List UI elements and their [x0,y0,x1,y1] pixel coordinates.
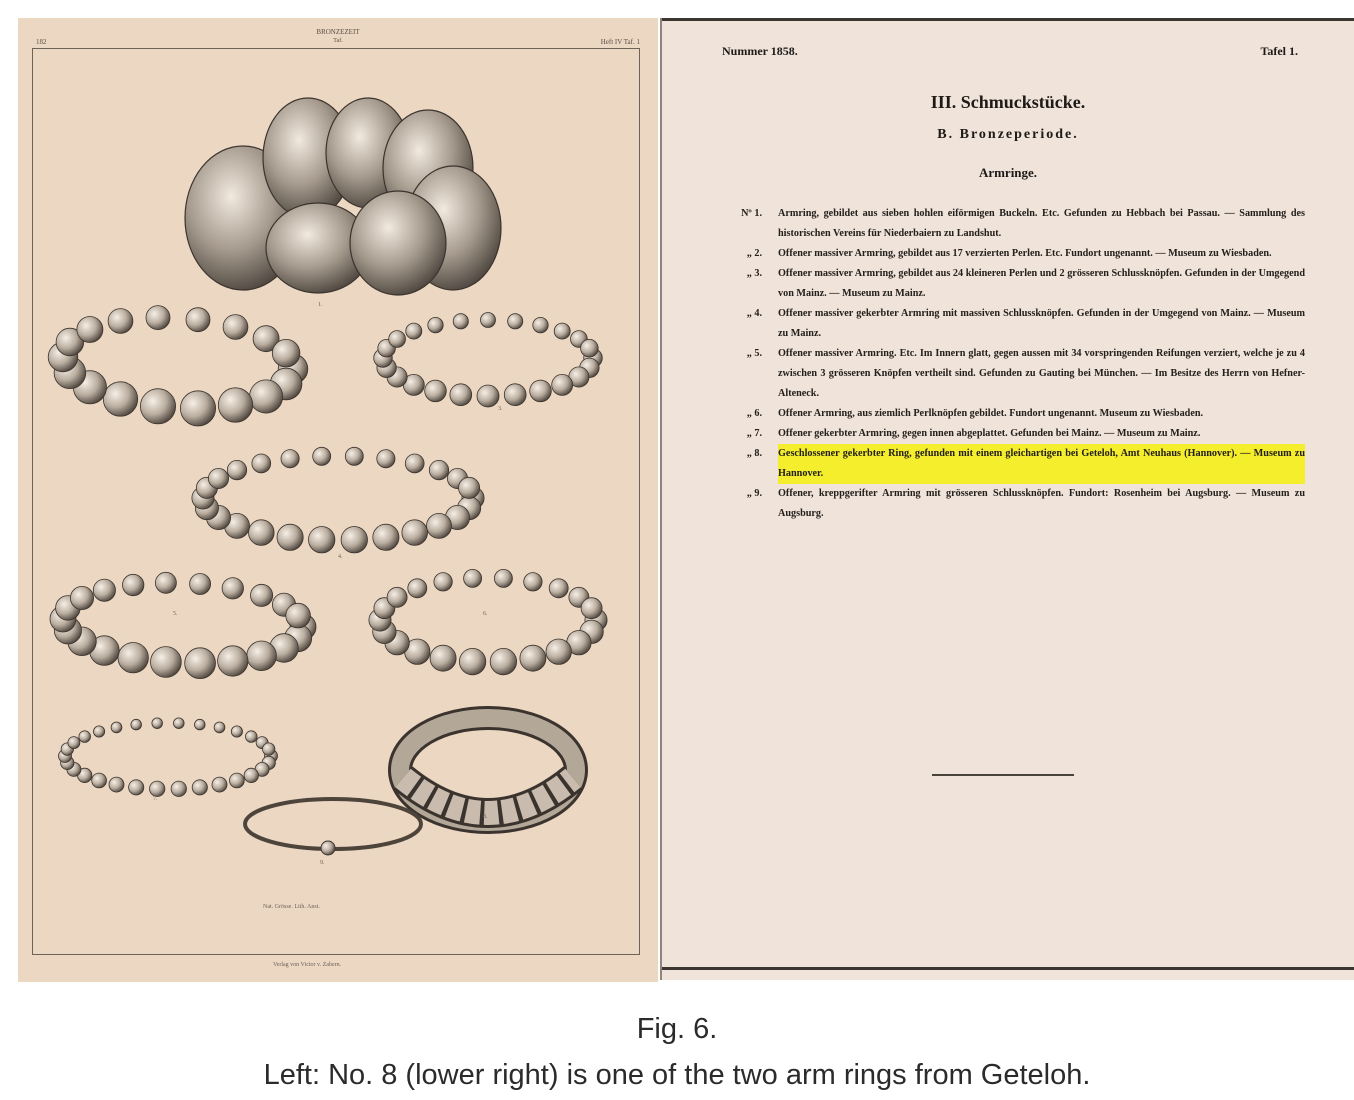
catalogue-entry [720,304,1305,344]
plate-mark-1: 1. [318,302,323,308]
left-plate-page [18,18,658,982]
plate-mark-3: 3. [498,406,503,412]
figure-caption [0,1006,1354,1098]
entry-number: „ 5. [746,348,762,359]
top-rule [662,18,1354,21]
bottom-rule [662,967,1354,970]
plate-mark-9: 9. [320,860,325,866]
section-title: III. Schmuckstücke. [930,92,1086,112]
entry-number: „ 2. [746,248,762,259]
entry-number: „ 4. [746,308,762,319]
plate-footer: Verlag von Victor v. Zabern. [273,962,342,968]
catalogue-entries [720,204,1305,524]
arm-ring-9-drawing [245,799,421,855]
entry-number: „ 9. [746,488,762,499]
entry-text: Offener, kreppgerifter Armring mit grösseren Schlussknöpfen. Fundort: Rosenheim bei Augsburg. — Museum zu Augsburg. [778,488,1305,519]
caption-text: Left: No. 8 (lower right) is one of the two arm rings from Geteloh. [263,1059,1091,1091]
right-catalogue-page [660,18,1354,980]
subsection-title: B. Bronzeperiode. [937,127,1079,142]
highlighted-entry-geteloh [720,444,1305,484]
plate-mark-6: 6. [483,611,488,617]
plate-mark-5: 5. [173,611,178,617]
entry-number: Nº 1. [741,208,762,219]
arm-ring-2-drawing [48,306,308,426]
entry-text: Offener gekerbter Armring, gegen innen abgeplattet. Gefunden bei Mainz. — Museum zu Mainz. [778,428,1201,439]
entry-text-highlighted: Geschlossener gekerbter Ring, gefunden mit einem gleichartigen bei Geteloh, Amt Neuhaus (Hannover). — Museum zu Hannover. [778,444,1305,484]
plate-bottom-note: Nat. Grösse. Lith. Anst. [263,904,320,910]
catalogue-entry [720,204,1305,244]
plate-header-center: BRONZEZEIT [316,28,360,36]
plate-header-center-sub: Taf. [333,38,343,44]
entry-text: Offener massiver gekerbter Armring mit massiven Schlussknöpfen. Gefunden in der Umgegend von Mainz. — Museum zu Mainz. [778,308,1305,339]
catalogue-entry [720,244,1305,264]
arm-ring-1-drawing [185,98,501,295]
page-header-left: Nummer 1858. [722,44,798,58]
entry-text: Armring, gebildet aus sieben hohlen eiförmigen Buckeln. Etc. Gefunden zu Hebbach bei Passau. — Sammlung des historischen Vereins für Niederbaiern zu Landshut. [778,208,1305,239]
entry-number: „ 8. [746,448,762,459]
entry-text: Offener massiver Armring, gebildet aus 17 verzierten Perlen. Etc. Fundort ungenannt. — Museum zu Wiesbaden. [778,248,1272,259]
arm-ring-7-drawing [59,718,278,797]
plate-mark-7: 7. [153,796,158,802]
arm-ring-8-drawing [400,718,576,822]
catalogue-entry [720,264,1305,304]
catalogue-entry [720,404,1305,424]
arm-ring-3-drawing [374,313,603,408]
catalogue-entry [720,344,1305,404]
entry-number: „ 6. [746,408,762,419]
arm-ring-5-drawing [50,572,316,678]
plate-mark-4: 4. [338,554,343,560]
end-rule [932,774,1074,776]
category-title: Armringe. [978,165,1038,180]
plate-mark-2: 2. [168,414,173,420]
arm-ring-illustrations [18,18,658,982]
plate-header-left: 182 [36,38,47,46]
arm-ring-4-drawing [192,447,484,553]
catalogue-entry [720,424,1305,444]
caption-figure-number: Fig. 6. [636,1013,718,1045]
entry-text: Offener massiver Armring, gebildet aus 24 kleineren Perlen und 2 grösseren Schlussknöpfen. Gefunden in der Umgegend von Mainz. — Museum zu Mainz. [778,268,1305,299]
catalogue-entry [720,484,1305,524]
page-header-right: Tafel 1. [1260,44,1298,58]
entry-text: Offener massiver Armring. Etc. Im Innern glatt, gegen aussen mit 34 vorspringenden Reifungen verziert, welche je zu 4 zwischen 3 grösseren Knöpfen vertheilt sind. Gefunden zu Gauting bei München. — Im Besitze des Herrn von Hefner-Alteneck. [778,348,1305,399]
arm-ring-6-drawing [369,569,607,674]
entry-text: Offener Armring, aus ziemlich Perlknöpfen gebildet. Fundort ungenannt. Museum zu Wiesbaden. [778,408,1204,419]
entry-number: „ 7. [746,428,762,439]
plate-header-right: Heft IV Taf. 1 [600,38,640,46]
entry-number: „ 3. [746,268,762,279]
plate-mark-8: 8. [483,814,488,820]
